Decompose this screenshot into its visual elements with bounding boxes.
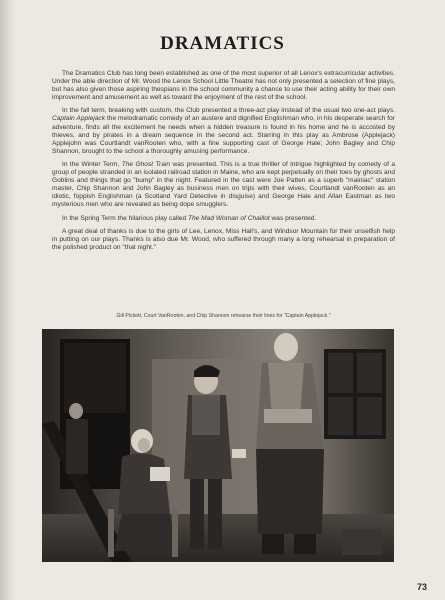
- rehearsal-photo-illustration: [42, 329, 394, 562]
- paragraph-text: was presented.: [269, 214, 317, 222]
- paragraph-thanks: [52, 228, 395, 252]
- paragraph-text: In the Winter Term,: [62, 160, 122, 168]
- paragraph-fall-term: [52, 107, 395, 156]
- paragraph-spring-term: [52, 215, 395, 223]
- paragraph-text: the melodramatic comedy of an austere and dignified Englishman who, in his desperate search for adventure, finds all the excitement he needs when a hidden treasure is found in his home and he is accosted by thieves, and by pirates in a dream sequence in the second act. Starring in this play as Ambrose (Applejack) Applejohn was Courtlandt vanRooten who, with a fine supporting cast of George Hale; John Bagley and Chip Shannon, brought to the school a thoroughly amusing performance.: [52, 115, 395, 155]
- binding-shadow: [0, 0, 16, 600]
- rehearsal-photo: [42, 329, 394, 562]
- page-number: 73: [416, 582, 427, 592]
- paragraph-text: A great deal of thanks is due to the girls of Lee, Lenox, Miss Hall's, and Windsor Mountain for their unselfish help in putting on our plays. Thanks is also due Mr. Wood, who suffered through many a long rehearsal in preparation of the polished product on "that night.": [52, 227, 395, 251]
- paragraph-winter-term: [52, 161, 395, 210]
- page-title: DRAMATICS: [160, 33, 285, 54]
- play-title-captain-applejack: Captain Applejack: [52, 115, 106, 123]
- paragraph-intro: [52, 70, 395, 102]
- play-title-mad-woman: The Mad Woman of Chaillot: [187, 214, 270, 222]
- paragraph-text: In the Spring Term the hilarious play called: [62, 214, 188, 222]
- paragraph-text: In the fall term, breaking with custom, the Club presented a three-act play instead of the usual two one-act plays.: [62, 107, 395, 115]
- paragraph-text: The Dramatics Club has long been established as one of the most superior of all Lenox's extracurricular activities. Under the able direction of Mr. Wood the Lenox School Little Theatre has not only presented a selection of fine plays, but has also given those aspiring thespians in the school community a chance to use their acting ability for their own improvement and amusement as well as toward the enjoyment of the rest of the school.: [52, 70, 395, 102]
- paragraph-text: was presented. This is a true thriller of intrigue highlighted by comedy of a group of people stranded in an isolated railroad station in Maine, who are kept perpetually on their toes by ghosts and Goblins and things that go "bump" in the night. Featured in the cast were Joe Patten as a superb "mainiac" station master, Chip Shannon and John Bagley as business men on trips with their wives, Courtlandt vanRooten as an idiotic, foppish Englishman (a Scotland Yard Detective in disguise) and George Hale and Allan Eastman as two mysterious men who are revealed as being dope smugglers.: [52, 160, 395, 209]
- article-body: [52, 70, 395, 257]
- photo-caption: Gill Pickett, Court VanRooten, and Chip Shannon rehearse their lines for "Captain Applejack.": [116, 313, 331, 319]
- play-title-ghost-train: The Ghost Train: [121, 160, 171, 168]
